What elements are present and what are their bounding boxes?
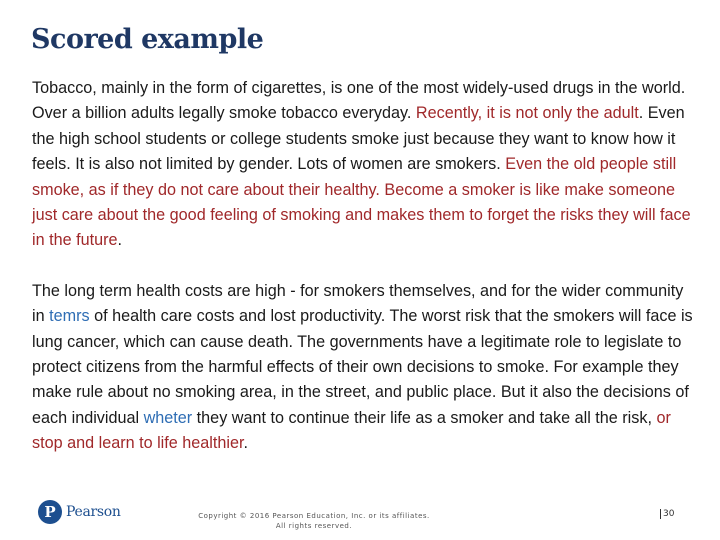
text-run: . [243,434,248,453]
page-number-divider [660,509,661,519]
page-number-value: 30 [663,509,675,519]
spelling-highlight: wheter [143,408,193,427]
text-run: they want to continue their life as a smoker and take all the risk, [192,408,657,427]
text-run: . Even the high school students or college students smoke just because they want to know how it feels. It is also not limited by gender. Lots of women are smokers. [32,104,685,174]
text-run: of health care costs and lost productivity. The worst risk that the smokers will face is lung cancer, which can cause death. The governments have a legitimate role to legislate to protect citizens from the harmful effects of their own decisions to smoke. For example they make rule about no smoking area, in the street, and public place. But it also the decisions of each individual [32,307,693,427]
copyright-line-2: All rights reserved. [275,522,353,530]
highlighted-text: Recently, it is not only the adult [415,104,639,123]
text-run: . [117,231,122,250]
page-number [660,509,674,519]
slide-title: Scored example [31,24,264,55]
pearson-logo [38,500,121,524]
copyright-line-1: Copyright © 2016 Pearson Education, Inc. or its affiliates. [198,512,430,520]
copyright-notice [196,511,432,531]
paragraph-1 [32,76,696,254]
text-run: The long term health costs are high - for smokers themselves, and for the wider community in [32,281,684,326]
pearson-p-icon: P [38,500,62,524]
pearson-wordmark: Pearson [66,504,121,520]
highlighted-text: or stop and learn to life healthier [32,408,671,453]
slide-body [32,76,696,482]
spelling-highlight: temrs [49,307,90,326]
highlighted-text: Even the old people still smoke, as if they do not care about their healthy. Become a smoker is like make someone just care about the good feeling of smoking and makes them to forget the risks they will face in the future [32,155,691,250]
text-run: Tobacco, mainly in the form of cigarettes, is one of the most widely-used drugs in the world. Over a billion adults legally smoke tobacco everyday. [32,79,686,123]
paragraph-2 [32,279,696,457]
